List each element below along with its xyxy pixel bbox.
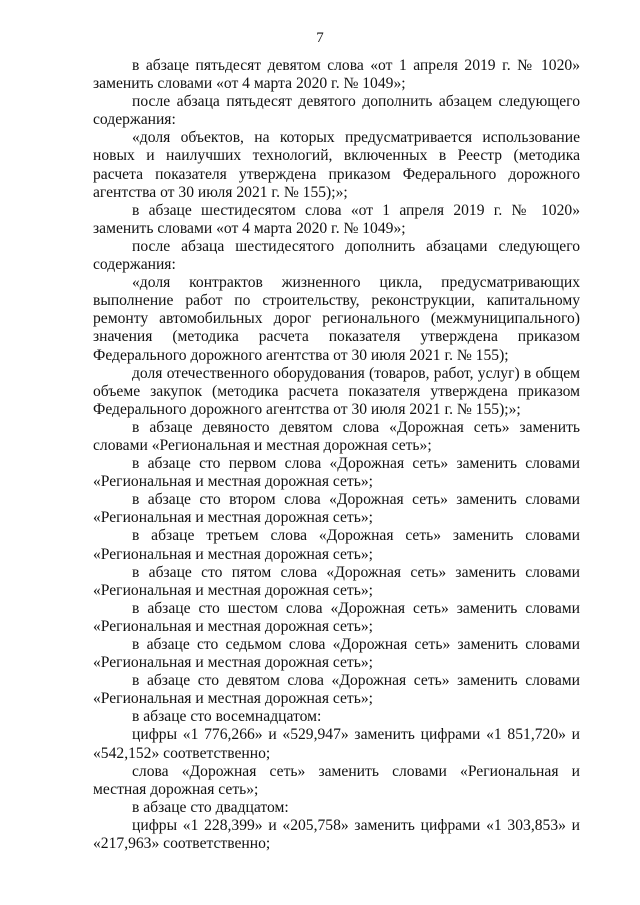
- paragraph-4: в абзаце шестидесятом слова «от 1 апреля 2019 г. № 1020» заменить словами «от 4 марта 2020 г. № 1049»;: [93, 201, 580, 237]
- paragraph-2: после абзаца пятьдесят девятого дополнить абзацем следующего содержания:: [93, 93, 580, 129]
- paragraph-1: в абзаце пятьдесят девятом слова «от 1 апреля 2019 г. № 1020» заменить словами «от 4 марта 2020 г. № 1049»;: [93, 57, 580, 93]
- paragraph-18: слова «Дорожная сеть» заменить словами «Региональная и местная дорожная сеть»;: [93, 762, 580, 798]
- paragraph-16: в абзаце сто восемнадцатом:: [132, 708, 322, 726]
- paragraph-11: в абзаце третьем слова «Дорожная сеть» заменить словами «Региональная и местная дорожная сеть»;: [93, 527, 580, 563]
- paragraph-8: в абзаце девяносто девятом слова «Дорожная сеть» заменить словами «Региональная и местная дорожная сеть»;: [93, 418, 580, 454]
- paragraph-9: в абзаце сто первом слова «Дорожная сеть» заменить словами «Региональная и местная дорожная сеть»;: [93, 455, 580, 491]
- paragraph-20: цифры «1 228,399» и «205,758» заменить цифрами «1 303,853» и «217,963» соответственно;: [93, 816, 580, 853]
- paragraph-14: в абзаце сто седьмом слова «Дорожная сеть» заменить словами «Региональная и местная дорожная сеть»;: [93, 636, 580, 672]
- paragraph-10: в абзаце сто втором слова «Дорожная сеть» заменить словами «Региональная и местная дорожная сеть»;: [93, 491, 580, 527]
- paragraph-13: в абзаце сто шестом слова «Дорожная сеть» заменить словами «Региональная и местная дорожная сеть»;: [93, 599, 580, 635]
- paragraph-15: в абзаце сто девятом слова «Дорожная сеть» заменить словами «Региональная и местная дорожная сеть»;: [93, 672, 580, 708]
- paragraph-17: цифры «1 776,266» и «529,947» заменить цифрами «1 851,720» и «542,152» соответственно;: [93, 726, 580, 762]
- paragraph-7: доля отечественного оборудования (товаров, работ, услуг) в общем объеме закупок (методика расчета показателя утверждена приказом Федерального дорожного агентства от 30 июля 2021 г. № 155);»;: [93, 364, 580, 418]
- paragraph-6: «доля контрактов жизненного цикла, предусматривающих выполнение работ по строительству, реконструкции, капитальному ремонту автомобильных дорог регионального (межмуниципального) значения (методика расчета показателя утверждена приказом Федерального дорожного агентства от 30 июля 2021 г. № 155);: [93, 274, 580, 364]
- paragraph-19: в абзаце сто двадцатом:: [132, 798, 289, 816]
- paragraph-3: «доля объектов, на которых предусматривается использование новых и наилучших технологий, включенных в Реестр (методика расчета показателя утверждена приказом Федерального дорожного агентства от 30 июля 2021 г. № 155);»;: [93, 129, 580, 201]
- document-body: [93, 57, 580, 853]
- paragraph-5: после абзаца шестидесятого дополнить абзацами следующего содержания:: [93, 237, 580, 274]
- page-number: 7: [316, 30, 324, 46]
- paragraph-12: в абзаце сто пятом слова «Дорожная сеть» заменить словами «Региональная и местная дорожная сеть»;: [93, 563, 580, 599]
